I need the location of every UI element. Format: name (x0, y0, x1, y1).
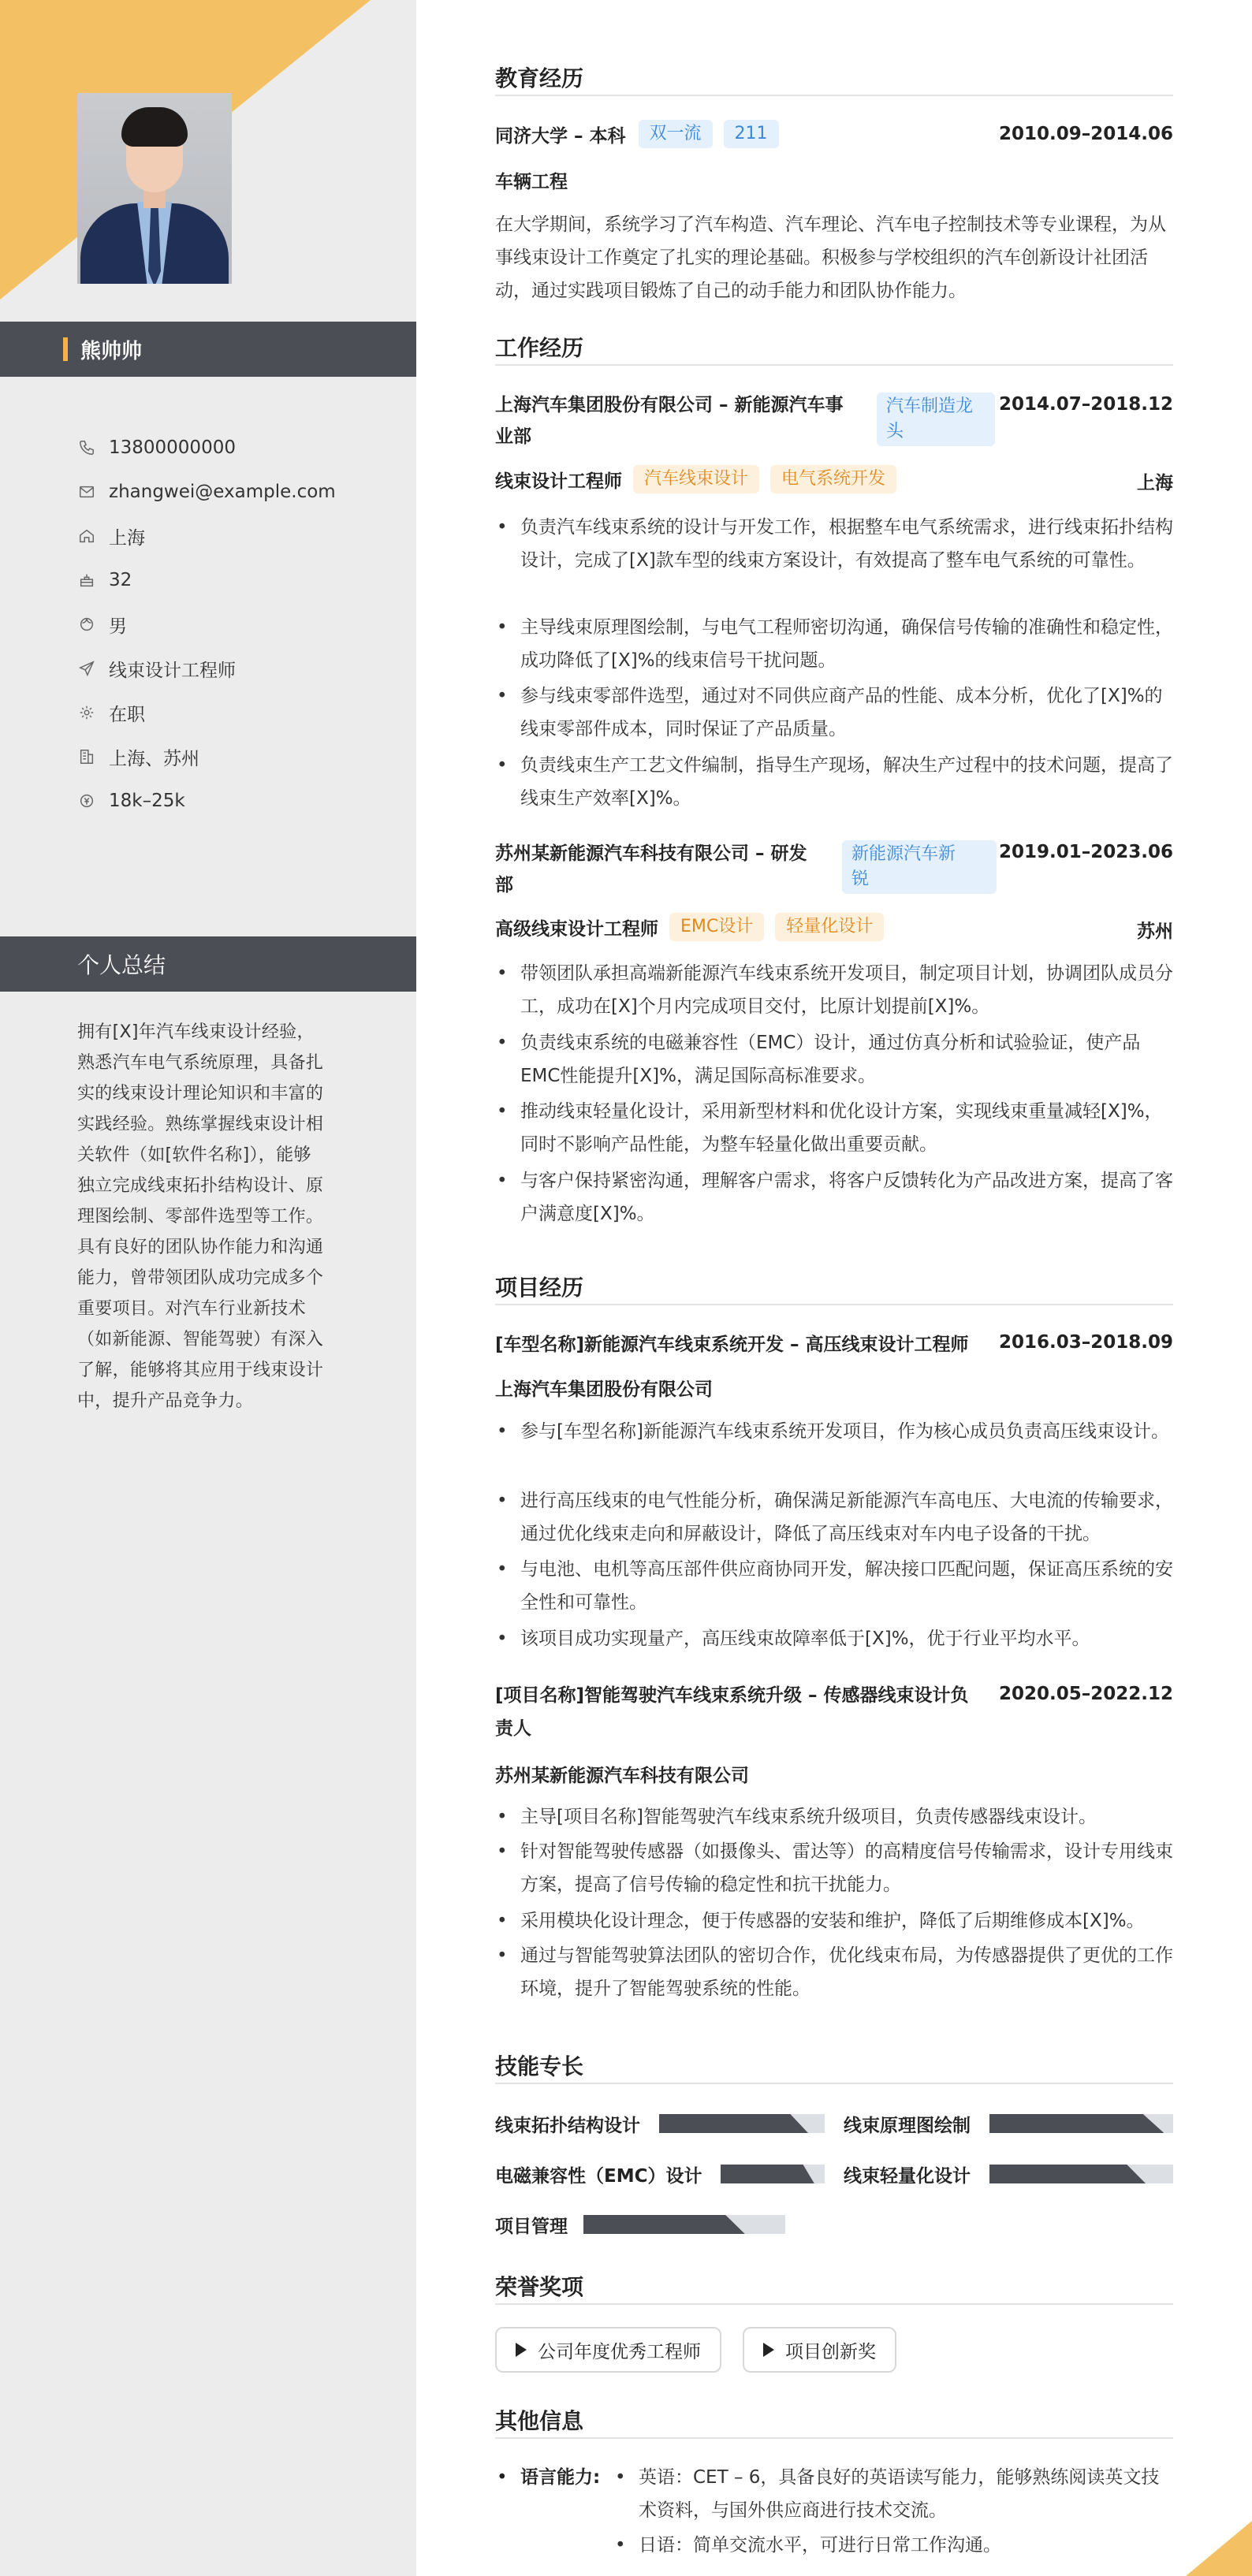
project-bullet: • 针对智能驾驶传感器（如摄像头、雷达等）的高精度信号传输需求，设计专用线束方案，提高了信号传输的稳定性和抗干扰能力。 (495, 1835, 1173, 1901)
education-description: 在大学期间，系统学习了汽车构造、汽车理论、汽车电子控制技术等专业课程，为从事线束设计工作奠定了扎实的理论基础。积极参与学校组织的汽车创新设计社团活动，通过实践项目锻炼了自己的动手能力和团队协作能力。 (495, 214, 1166, 301)
project-bullet: • 通过与智能驾驶算法团队的密切合作，优化线束布局，为传感器提供了更优的工作环境，提升了智能驾驶系统的性能。 (495, 1939, 1173, 2005)
send-icon (77, 659, 96, 678)
job-company-line: 部 (495, 875, 513, 895)
skill-name: 线束原理图绘制 (844, 2116, 971, 2136)
job-bullet: • 负责汽车线束系统的设计与开发工作，根据整车电气系统需求，进行线束拓扑结构设计，完成了[X]款车型的线束方案设计，有效提高了整车电气系统的可靠性。 (495, 511, 1173, 577)
name-bar (0, 322, 416, 377)
job-company-line: 上海汽车集团股份有限公司 – 新能源汽车事 (495, 395, 844, 415)
language-item: • 日语：简单交流水平，可进行日常工作沟通。 (613, 2529, 1173, 2562)
job-role-row (495, 913, 884, 941)
building-icon (77, 747, 96, 766)
gender-text: 男 (109, 616, 127, 637)
project-name (495, 1329, 1015, 1361)
job-date: 2014.07–2018.12 (998, 394, 1173, 415)
project-bullet: • 参与[车型名称]新能源汽车线束系统开发项目，作为核心成员负责高压线束设计。 (495, 1415, 1173, 1448)
job-bullet: • 负责线束生产工艺文件编制，指导生产现场，解决生产过程中的技术问题，提高了线束生产效率[X]%。 (495, 749, 1173, 815)
education-tag: 双一流 (639, 120, 713, 148)
job-company (495, 389, 874, 452)
skill-name: 电磁兼容性（EMC）设计 (495, 2166, 702, 2187)
project-bullet: • 与电池、电机等高压部件供应商协同开发，解决接口匹配问题，保证高压系统的安全性和可靠性。 (495, 1553, 1173, 1619)
money-icon (77, 791, 96, 810)
corner-decoration (1186, 2521, 1252, 2576)
job-company-line: 苏州某新能源汽车科技有限公司 – 研发 (495, 843, 807, 864)
awards-section-title: 荣誉奖项 (495, 2274, 584, 2300)
education-section-title: 教育经历 (495, 65, 584, 91)
job-company (495, 838, 842, 901)
project-name-line: [车型名称]新能源汽车线束系统开发 – 高压线束设计工程师 (495, 1335, 969, 1355)
info-status (77, 691, 336, 735)
section-divider (495, 1304, 1173, 1305)
award-label: 项目创新奖 (785, 2341, 876, 2362)
name-accent (63, 337, 68, 361)
cake-icon (77, 571, 96, 590)
job-location: 苏州 (1137, 921, 1173, 942)
section-divider (495, 2437, 1173, 2439)
phone-text: 13800000000 (109, 437, 236, 458)
job-skill-tag: 轻量化设计 (775, 913, 884, 941)
project-bullet: • 采用模块化设计理念，便于传感器的安装和维护，降低了后期维修成本[X]%。 (495, 1904, 1173, 1938)
job-industry-tag-line: 汽车制造龙 (886, 396, 974, 416)
work-section-title: 工作经历 (495, 335, 584, 361)
award-badge (743, 2327, 896, 2373)
info-email (77, 470, 336, 514)
sidebar (0, 0, 416, 2576)
info-city (77, 514, 336, 558)
skill-bar-fill (989, 2165, 1146, 2183)
gender-icon (77, 615, 96, 634)
job-industry-tag (842, 840, 997, 894)
email-text: zhangwei@example.com (109, 482, 336, 502)
age-text: 32 (109, 570, 132, 590)
home-icon (77, 527, 96, 545)
info-age (77, 558, 336, 602)
project-date: 2016.03–2018.09 (998, 1332, 1173, 1353)
avatar (77, 93, 232, 284)
project-name-line: [项目名称]智能驾驶汽车线束系统升级 – 传感器线束设计负 (495, 1685, 969, 1706)
info-phone (77, 426, 336, 470)
job-industry-tag-line: 头 (886, 422, 904, 441)
projects-section-title: 项目经历 (495, 1275, 584, 1301)
section-divider (495, 364, 1173, 366)
job-role: 线束设计工程师 (495, 471, 622, 492)
education-school: 同济大学 – 本科 (495, 125, 626, 147)
project-bullet: • 主导[项目名称]智能驾驶汽车线束系统升级项目，负责传感器线束设计。 (495, 1800, 1173, 1833)
job-bullet: • 主导线束原理图绘制，与电气工程师密切沟通，确保信号传输的准确性和稳定性，成功降低了[X]%的线束信号干扰问题。 (495, 611, 1173, 677)
project-bullet: • 该项目成功实现量产，高压线束故障率低于[X]%，优于行业平均水平。 (495, 1622, 1173, 1655)
job-industry-tag (877, 393, 995, 446)
target-cities-text: 上海、苏州 (109, 748, 199, 769)
salary-text: 18k–25k (109, 791, 185, 811)
education-tag: 211 (724, 120, 779, 148)
job-role-row (495, 465, 896, 493)
award-label: 公司年度优秀工程师 (538, 2341, 701, 2362)
skill-bar (659, 2114, 825, 2133)
status-text: 在职 (109, 704, 145, 725)
skill-bar (583, 2215, 785, 2234)
section-divider (495, 2083, 1173, 2084)
job-bullet: • 参与线束零部件选型，通过对不同供应商产品的性能、成本分析，优化了[X]%的线束零部件成本，同时保证了产品质量。 (495, 679, 1173, 746)
language-label: 语言能力: (520, 2467, 601, 2488)
education-major: 车辆工程 (495, 172, 568, 192)
section-divider (495, 95, 1173, 96)
skill-bar (989, 2114, 1173, 2133)
skill-bar-fill (989, 2114, 1164, 2133)
summary-text: 拥有[X]年汽车线束设计经验，熟悉汽车电气系统原理，具备扎实的线束设计理论知识和丰富的实践经验。熟练掌握线束设计相关软件（如[软件名称]），能够独立完成线束拓扑结构设计、原理图绘制、零部件选型等工作。具有良好的团队协作能力和沟通能力，曾带领团队成功完成多个重要项目。对汽车行业新技术（如新能源、智能驾驶）有深入了解，能够将其应用于线束设计中，提升产品竞争力。 (77, 1022, 324, 1411)
job-bullet: • 负责线束系统的电磁兼容性（EMC）设计，通过仿真分析和试验验证，使产品EMC性能提升[X]%，满足国际高标准要求。 (495, 1026, 1173, 1093)
job-date: 2019.01–2023.06 (998, 842, 1173, 862)
job-industry-tag-line: 锐 (851, 869, 870, 889)
play-icon (516, 2343, 527, 2357)
candidate-name: 熊帅帅 (80, 339, 143, 363)
summary-title: 个人总结 (77, 952, 166, 978)
mail-icon (77, 482, 96, 501)
info-position (77, 646, 336, 691)
info-target-cities (77, 735, 336, 779)
job-bullet: • 推动线束轻量化设计，采用新型材料和优化设计方案，实现线束重量减轻[X]%，同时不影响产品性能，为整车轻量化做出重要贡献。 (495, 1095, 1173, 1161)
job-skill-tag: 汽车线束设计 (633, 465, 759, 493)
phone-icon (77, 438, 96, 457)
education-header (495, 120, 779, 148)
skill-bar (989, 2165, 1173, 2183)
job-skill-tag: 电气系统开发 (770, 465, 896, 493)
skill-bar-fill (721, 2165, 814, 2183)
status-gear-icon (77, 703, 96, 722)
job-location: 上海 (1137, 473, 1173, 493)
language-item: • 英语：CET – 6，具备良好的英语读写能力，能够熟练阅读英文技术资料，与国外供应商进行技术交流。 (613, 2461, 1173, 2527)
skill-bar-fill (583, 2215, 745, 2234)
skill-name: 线束拓扑结构设计 (495, 2116, 640, 2136)
city-text: 上海 (109, 527, 145, 549)
job-company-line: 业部 (495, 426, 531, 447)
job-bullet: • 带领团队承担高端新能源汽车线束系统开发项目，制定项目计划，协调团队成员分工，成功在[X]个月内完成项目交付，比原计划提前[X]%。 (495, 957, 1173, 1023)
project-name-line: 责人 (495, 1718, 531, 1739)
job-role: 高级线束设计工程师 (495, 918, 658, 940)
job-bullet: • 与客户保持紧密沟通，理解客户需求，将客户反馈转化为产品改进方案，提高了客户满意度[X]%。 (495, 1164, 1173, 1230)
other-section-title: 其他信息 (495, 2408, 584, 2434)
skill-bar-fill (659, 2114, 808, 2133)
skill-name: 线束轻量化设计 (844, 2166, 971, 2187)
info-salary (77, 779, 336, 823)
skill-bar (721, 2165, 825, 2183)
contact-info-list (77, 426, 336, 823)
play-icon (763, 2343, 774, 2357)
project-company: 上海汽车集团股份有限公司 (495, 1379, 713, 1400)
project-company: 苏州某新能源汽车科技有限公司 (495, 1766, 749, 1786)
project-date: 2020.05–2022.12 (998, 1684, 1173, 1704)
education-date: 2010.09–2014.06 (998, 124, 1173, 144)
skill-name: 项目管理 (495, 2217, 568, 2237)
position-text: 线束设计工程师 (109, 660, 236, 681)
project-bullet: • 进行高压线束的电气性能分析，确保满足新能源汽车高电压、大电流的传输要求，通过优化线束走向和屏蔽设计，降低了高压线束对车内电子设备的干扰。 (495, 1484, 1173, 1550)
section-divider (495, 2303, 1173, 2305)
job-industry-tag-line: 新能源汽车新 (851, 844, 956, 864)
info-gender (77, 602, 336, 646)
project-name (495, 1679, 1015, 1745)
summary-title-bar (0, 936, 416, 992)
job-skill-tag: EMC设计 (669, 913, 764, 941)
award-badge (495, 2327, 721, 2373)
skills-section-title: 技能专长 (495, 2053, 584, 2079)
